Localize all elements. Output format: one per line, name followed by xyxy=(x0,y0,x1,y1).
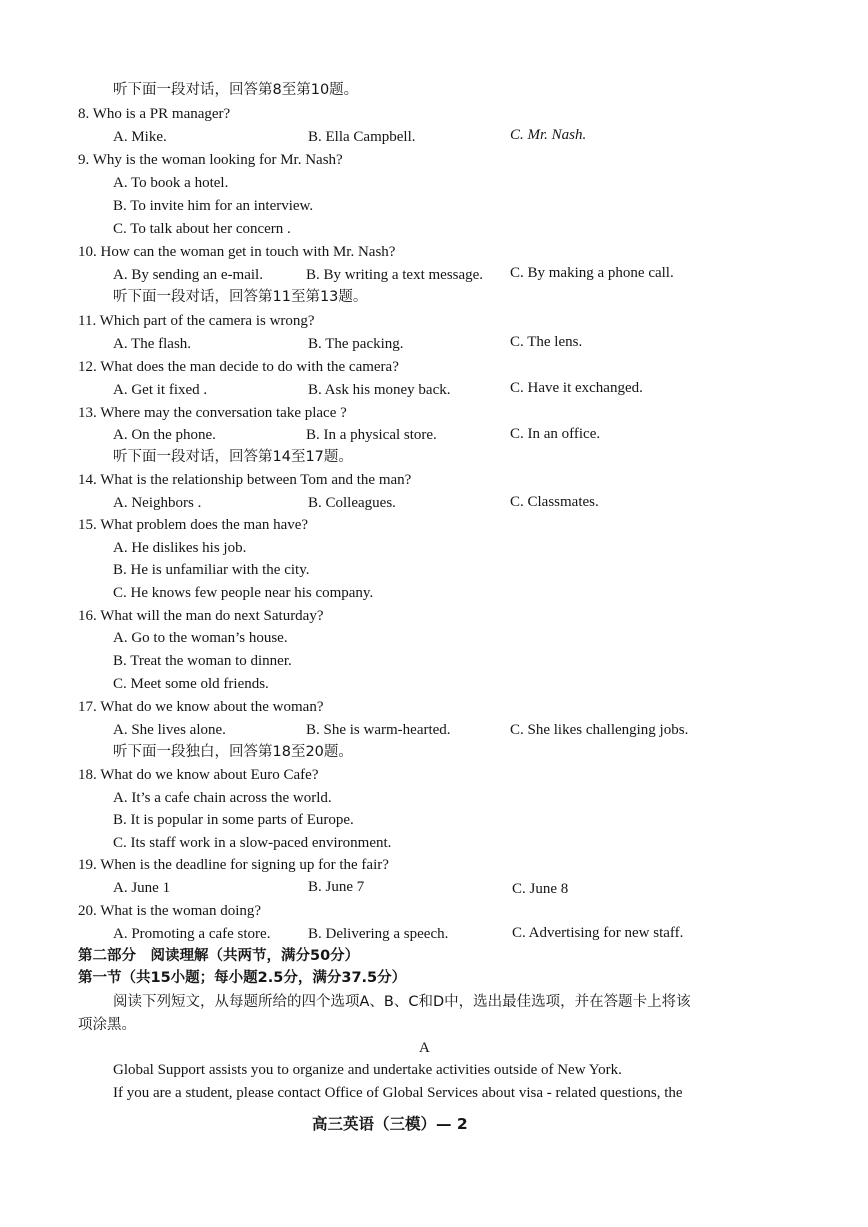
option-b: B. Colleagues. xyxy=(308,495,396,511)
option-c: C. Have it exchanged. xyxy=(510,380,643,396)
option-b: B. Treat the woman to dinner. xyxy=(113,653,292,669)
question: 20. What is the woman doing? xyxy=(78,903,262,919)
option-a: A. To book a hotel. xyxy=(113,175,229,191)
option-a: A. June 1 xyxy=(113,880,171,896)
option-c: C. In an office. xyxy=(510,426,601,442)
option-b: B. The packing. xyxy=(308,336,404,352)
question: 17. What do we know about the woman? xyxy=(78,699,324,715)
option-b: B. By writing a text message. xyxy=(306,267,484,283)
option-b: B. Delivering a speech. xyxy=(308,926,449,942)
option-b: B. Ask his money back. xyxy=(308,382,451,398)
question: 9. Why is the woman looking for Mr. Nash? xyxy=(78,152,343,168)
part-title: 第二部分 阅读理解（共两节，满分50分） xyxy=(78,948,360,964)
passage-label: A xyxy=(419,1040,430,1056)
question: 19. When is the deadline for signing up for the fair? xyxy=(78,857,389,873)
section-intro: 听下面一段对话，回答第14至17题。 xyxy=(113,449,353,465)
option-b: B. June 7 xyxy=(308,879,365,895)
option-b: B. She is warm-hearted. xyxy=(306,722,451,738)
section-intro: 听下面一段对话，回答第8至第10题。 xyxy=(113,82,359,98)
section-title: 第一节（共15小题；每小题2.5分，满分37.5分） xyxy=(78,970,407,986)
instructions-line: 项涂黑。 xyxy=(78,1017,136,1033)
question: 13. Where may the conversation take place ? xyxy=(78,405,347,421)
option-c: C. Meet some old friends. xyxy=(113,676,269,692)
question: 18. What do we know about Euro Cafe? xyxy=(78,767,319,783)
option-c: C. Its staff work in a slow-paced environment. xyxy=(113,835,392,851)
option-a: A. Neighbors . xyxy=(113,495,202,511)
section-intro: 听下面一段对话，回答第11至第13题。 xyxy=(113,289,368,305)
option-b: B. Ella Campbell. xyxy=(308,129,416,145)
option-c: C. She likes challenging jobs. xyxy=(510,722,689,738)
option-c: C. Mr. Nash. xyxy=(510,127,587,143)
question: 8. Who is a PR manager? xyxy=(78,106,231,122)
section-intro: 听下面一段独白，回答第18至20题。 xyxy=(113,744,353,760)
option-a: A. It’s a cafe chain across the world. xyxy=(113,790,332,806)
question: 10. How can the woman get in touch with Mr. Nash? xyxy=(78,244,396,260)
question: 11. Which part of the camera is wrong? xyxy=(78,313,315,329)
option-a: A. On the phone. xyxy=(113,427,216,443)
option-a: A. He dislikes his job. xyxy=(113,540,247,556)
question: 16. What will the man do next Saturday? xyxy=(78,608,324,624)
passage-text: Global Support assists you to organize and undertake activities outside of New York. xyxy=(113,1062,622,1078)
page-footer: 高三英语（三模）— 2 xyxy=(312,1115,468,1133)
option-c: C. He knows few people near his company. xyxy=(113,585,374,601)
option-a: A. Get it fixed . xyxy=(113,382,208,398)
option-c: C. By making a phone call. xyxy=(510,265,674,281)
option-c: C. The lens. xyxy=(510,334,583,350)
question: 12. What does the man decide to do with the camera? xyxy=(78,359,399,375)
option-b: B. It is popular in some parts of Europe. xyxy=(113,812,354,828)
option-b: B. In a physical store. xyxy=(306,427,437,443)
option-a: A. The flash. xyxy=(113,336,192,352)
option-b: B. To invite him for an interview. xyxy=(113,198,314,214)
option-a: A. By sending an e-mail. xyxy=(113,267,263,283)
option-a: A. Mike. xyxy=(113,129,167,145)
option-a: A. Promoting a cafe store. xyxy=(113,926,271,942)
option-c: C. To talk about her concern . xyxy=(113,221,291,237)
instructions-line: 阅读下列短文，从每题所给的四个选项A、B、C和D中，选出最佳选项，并在答题卡上将该 xyxy=(113,994,691,1010)
option-b: B. He is unfamiliar with the city. xyxy=(113,562,310,578)
option-c: C. Classmates. xyxy=(510,494,599,510)
passage-text: If you are a student, please contact Office of Global Services about visa - related questions, the xyxy=(113,1085,683,1101)
option-c: C. Advertising for new staff. xyxy=(512,925,684,941)
option-a: A. She lives alone. xyxy=(113,722,226,738)
question: 14. What is the relationship between Tom and the man? xyxy=(78,472,412,488)
question: 15. What problem does the man have? xyxy=(78,517,309,533)
option-c: C. June 8 xyxy=(512,881,569,897)
option-a: A. Go to the woman’s house. xyxy=(113,630,288,646)
